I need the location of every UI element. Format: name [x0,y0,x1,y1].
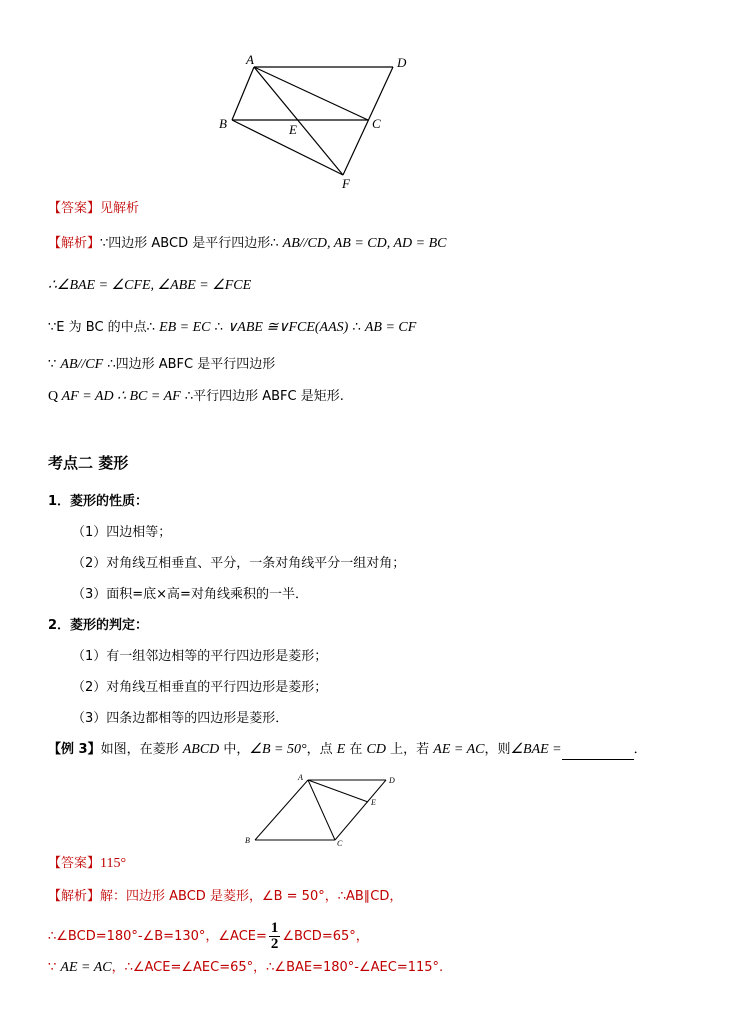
props-item: （3）面积=底×高=对角线乘积的一半． [72,587,308,602]
solution-math: ∴∠BAE = ∠CFE, ∠ABE = ∠FCE [48,278,252,293]
solution-math: AB//CD, AB = CD, AD = BC [282,236,447,251]
label-D: D [389,776,395,785]
ex3-solution-line-3 [48,958,443,978]
ex2-solution-line-1 [48,234,446,254]
fraction-denominator: 2 [270,936,279,952]
solution-text: ∵E 为 BC 的中点∴ [48,320,160,335]
section-title: 考点二 菱形 [48,454,129,472]
question-math: ∠B = 50° [249,742,307,757]
label-B: B [219,116,227,131]
criteria-item: （1）有一组邻边相等的平行四边形是菱形； [72,649,328,664]
label-C: C [372,116,381,131]
label-F: F [342,176,350,191]
answer-text: 115° [100,856,127,871]
answer-tag: 【答案】 [48,856,101,871]
solution-math: AE = AC [60,960,112,975]
figure-parallelogram [210,50,430,195]
fraction-half [269,921,281,952]
solution-text: ∠BCD=65°， [282,929,369,944]
label-B: B [245,836,250,845]
solution-text: ∴ [210,320,228,335]
props-item: （1）四边相等； [72,525,172,540]
question-text: ，则 [484,742,511,757]
label-A: A [246,52,254,67]
props-heading: 1．菱形的性质： [48,494,149,509]
solution-tag: 【解析】 [48,889,101,904]
solution-math: AF = AD ∴ BC = AF [61,389,181,404]
figure-rhombus [238,770,408,852]
question-text: ，点 [306,742,337,757]
question-math: ∠BAE = [510,742,562,757]
question-text: 中， [219,742,250,757]
question-text: 上，若 [386,742,434,757]
question-text: ． [633,742,647,757]
solution-text: ∴平行四边形 ABFC 是矩形. [180,389,344,404]
solution-text: ∴ [348,320,365,335]
solution-math: EB = EC [159,320,211,335]
label-E: E [289,122,297,137]
criteria-item: （3）四条边都相等的四边形是菱形． [72,711,289,726]
solution-text: ，∴∠ACE=∠AEC=65°，∴∠BAE=180°-∠AEC=115°. [111,960,444,975]
label-D: D [397,55,407,70]
question-math: E [336,742,346,757]
props-item: （2）对角线互相垂直、平分，一条对角线平分一组对角； [72,556,406,571]
solution-math: AB = CF [364,320,417,335]
criteria-item: （2）对角线互相垂直的平行四边形是菱形； [72,680,328,695]
solution-text: Q [48,389,62,404]
ex3-solution-line-1 [48,887,402,907]
question-math: ABCD [182,742,220,757]
label-A: A [298,773,303,782]
ex2-solution-line-2 [48,276,251,296]
solution-text: ∴∠BCD=180°-∠B=130°，∠ACE= [48,929,267,944]
solution-math: AB//CF [60,357,104,372]
criteria-heading: 2．菱形的判定： [48,618,149,633]
question-text: 在 [345,742,367,757]
ex2-solution-line-3 [48,318,416,338]
question-math: CD [366,742,386,757]
answer-text: 见解析 [100,201,140,216]
label-E: E [371,798,376,807]
ex3-question [48,740,647,760]
ex2-solution-line-4 [48,355,275,375]
question-math: AE = AC [433,742,485,757]
ex2-solution-line-5 [48,387,344,407]
solution-text: ∵四边形 ABCD 是平行四边形∴ [100,236,283,251]
ex3-solution-line-2 [48,920,369,954]
label-C: C [337,839,343,848]
solution-text: ∵ [48,960,61,975]
answer-tag: 【答案】 [48,201,101,216]
example-tag: 【例 3】 [48,742,101,757]
solution-text: 解：四边形 ABCD 是菱形，∠B = 50°，∴AB∥CD， [100,889,403,904]
ex3-answer [48,854,126,874]
solution-text: ∵ [48,357,61,372]
question-text: 如图，在菱形 [100,742,183,757]
solution-text: ∴四边形 ABFC 是平行四边形 [103,357,276,372]
fraction-numerator: 1 [270,920,279,936]
answer-blank[interactable] [562,745,634,760]
solution-tag: 【解析】 [48,236,101,251]
solution-math: ∨ABE ≅∨FCE(AAS) [227,320,349,335]
ex2-answer [48,199,139,219]
